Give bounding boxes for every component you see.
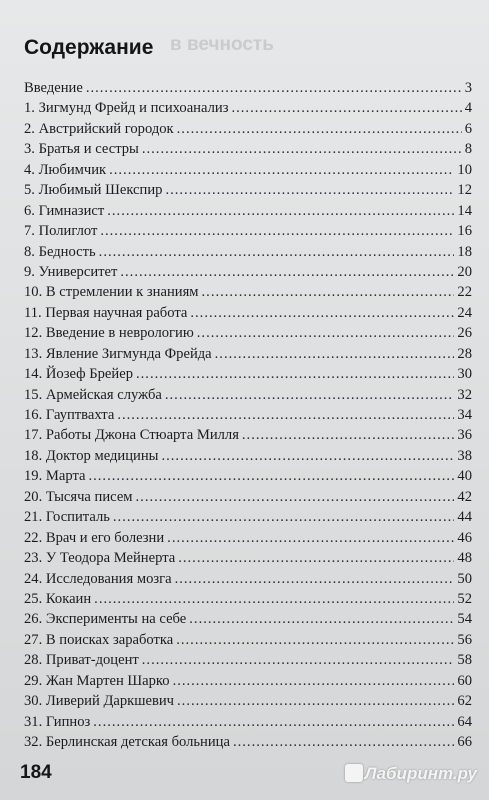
dot-leader: [113, 507, 455, 527]
dot-leader: [175, 569, 455, 589]
toc-entry-page: 14: [457, 202, 472, 219]
toc-entry-page: 26: [457, 325, 472, 342]
dot-leader: [117, 405, 454, 425]
toc-entry-page: 34: [457, 407, 472, 423]
dot-leader: [202, 282, 455, 302]
table-of-contents: [24, 78, 472, 752]
toc-entry-page: 40: [457, 468, 472, 485]
toc-entry-page: 42: [457, 488, 472, 505]
toc-entry: [24, 180, 472, 200]
toc-entry-page: 28: [457, 345, 472, 362]
toc-entry-page: 36: [457, 427, 472, 444]
toc-entry: [24, 323, 472, 343]
toc-entry: [24, 405, 472, 425]
watermark-text: Лабиринт.ру: [364, 764, 477, 783]
dot-leader: [190, 303, 454, 323]
dot-leader: [88, 466, 454, 486]
toc-entry-title: 23. У Теодора Мейнерта: [24, 550, 176, 567]
toc-entry-page: 54: [457, 611, 472, 628]
toc-entry-page: 24: [457, 304, 472, 321]
toc-entry-page: 56: [457, 631, 472, 648]
toc-entry-title: 16. Гауптвахта: [24, 407, 115, 423]
dot-leader: [99, 242, 455, 262]
toc-entry-title: 21. Госпиталь: [24, 509, 110, 526]
toc-entry-title: 24. Исследования мозга: [24, 570, 172, 587]
dot-leader: [136, 487, 455, 507]
toc-entry-page: 46: [457, 529, 472, 546]
toc-entry-page: 4: [464, 100, 472, 117]
toc-entry-title: 2. Австрийский городок: [24, 120, 174, 137]
dot-leader: [176, 630, 454, 650]
toc-entry: [24, 712, 472, 732]
toc-entry-title: 27. В поисках заработка: [24, 631, 174, 648]
dot-leader: [231, 98, 461, 118]
dot-leader: [233, 732, 454, 752]
dot-leader: [177, 119, 462, 139]
labirint-logo-icon: [345, 764, 363, 782]
toc-entry: [24, 671, 472, 691]
toc-entry: [24, 630, 472, 650]
toc-entry: [24, 160, 472, 180]
dot-leader: [161, 446, 454, 466]
toc-entry-title: 10. В стремлении к знаниям: [24, 284, 199, 301]
toc-entry-title: Введение: [24, 80, 83, 96]
toc-entry-title: 17. Работы Джона Стюарта Милля: [24, 427, 239, 444]
toc-entry-title: 5. Любимый Шекспир: [24, 182, 163, 199]
dot-leader: [93, 712, 454, 732]
toc-entry-title: 28. Приват-доцент: [24, 652, 139, 669]
toc-entry: [24, 487, 472, 507]
toc-entry: [24, 466, 472, 486]
dot-leader: [136, 364, 454, 384]
toc-entry-page: 30: [457, 366, 472, 383]
dot-leader: [178, 548, 454, 568]
toc-entry-page: 58: [457, 652, 472, 669]
toc-entry: [24, 528, 472, 548]
toc-entry: [24, 589, 472, 609]
toc-entry-page: 22: [457, 284, 472, 301]
toc-entry-page: 20: [457, 263, 472, 280]
toc-entry-title: 8. Бедность: [24, 243, 96, 260]
dot-leader: [167, 528, 454, 548]
toc-entry-page: 66: [457, 734, 472, 750]
toc-entry-title: 11. Первая научная работа: [24, 304, 188, 321]
page-title: Содержание: [24, 36, 154, 59]
toc-entry-title: 26. Эксперименты на себе: [24, 611, 187, 628]
toc-entry: [24, 609, 472, 629]
toc-entry-title: 22. Врач и его болезни: [24, 529, 165, 546]
toc-entry-page: 32: [457, 386, 472, 403]
dot-leader: [197, 323, 455, 343]
dot-leader: [173, 671, 455, 691]
toc-entry-page: 12: [457, 182, 472, 199]
toc-entry-title: 13. Явление Зигмунда Фрейда: [24, 345, 212, 362]
toc-entry-title: 29. Жан Мартен Шарко: [24, 672, 170, 689]
toc-entry-page: 52: [457, 590, 472, 607]
dot-leader: [94, 589, 454, 609]
toc-entry-title: 25. Кокаин: [24, 590, 92, 607]
toc-entry-title: 14. Йозеф Брейер: [24, 366, 133, 383]
toc-entry-title: 19. Марта: [24, 468, 86, 485]
bleed-through-text: в вечность: [170, 34, 274, 55]
toc-entry-page: 18: [457, 243, 472, 260]
toc-entry-page: 64: [457, 713, 472, 730]
dot-leader: [86, 78, 462, 98]
toc-entry: [24, 139, 472, 159]
toc-entry-title: 7. Полиглот: [24, 223, 98, 240]
toc-entry: [24, 569, 472, 589]
toc-entry: [24, 201, 472, 221]
toc-entry: [24, 507, 472, 527]
toc-entry-page: 16: [457, 223, 472, 240]
toc-entry: [24, 691, 472, 711]
toc-entry-title: 18. Доктор медицины: [24, 447, 159, 464]
page-number: 184: [20, 762, 52, 783]
dot-leader: [189, 609, 454, 629]
toc-entry: [24, 282, 472, 302]
toc-entry: [24, 242, 472, 262]
dot-leader: [177, 691, 454, 711]
dot-leader: [107, 201, 454, 221]
dot-leader: [142, 650, 455, 670]
toc-entry-page: 10: [457, 161, 472, 178]
toc-entry-page: 38: [457, 447, 472, 464]
toc-entry-page: 3: [464, 80, 472, 96]
toc-entry-title: 3. Братья и сестры: [24, 141, 139, 158]
dot-leader: [120, 262, 454, 282]
toc-entry: [24, 548, 472, 568]
toc-entry-title: 15. Армейская служба: [24, 386, 162, 403]
watermark: [345, 764, 477, 784]
toc-entry: [24, 344, 472, 364]
dot-leader: [100, 221, 454, 241]
toc-entry-title: 32. Берлинская детская больница: [24, 734, 230, 750]
toc-entry-title: 6. Гимназист: [24, 202, 105, 219]
toc-entry: [24, 262, 472, 282]
toc-entry: [24, 385, 472, 405]
toc-entry: [24, 650, 472, 670]
toc-entry-title: 9. Университет: [24, 263, 118, 280]
toc-entry: [24, 303, 472, 323]
toc-entry-page: 48: [457, 550, 472, 567]
toc-entry-page: 60: [457, 672, 472, 689]
toc-entry: [24, 119, 472, 139]
toc-entry-title: 30. Ливерий Даркшевич: [24, 693, 175, 710]
dot-leader: [242, 425, 455, 445]
toc-entry-page: 6: [464, 120, 472, 137]
dot-leader: [215, 344, 455, 364]
toc-entry-page: 44: [457, 509, 472, 526]
toc-entry: [24, 98, 472, 118]
dot-leader: [165, 385, 455, 405]
toc-entry-title: 12. Введение в неврологию: [24, 325, 194, 342]
toc-entry-title: 1. Зигмунд Фрейд и психоанализ: [24, 100, 229, 117]
toc-entry-page: 62: [457, 693, 472, 710]
toc-entry-title: 4. Любимчик: [24, 161, 107, 178]
toc-entry-page: 50: [457, 570, 472, 587]
toc-entry-title: 31. Гипноз: [24, 713, 91, 730]
toc-entry-title: 20. Тысяча писем: [24, 488, 133, 505]
toc-entry: [24, 732, 472, 752]
toc-entry: [24, 221, 472, 241]
toc-entry: [24, 446, 472, 466]
dot-leader: [109, 160, 454, 180]
toc-entry: [24, 364, 472, 384]
dot-leader: [142, 139, 462, 159]
toc-entry: [24, 78, 472, 98]
dot-leader: [165, 180, 454, 200]
toc-entry: [24, 425, 472, 445]
toc-entry-page: 8: [464, 141, 472, 158]
